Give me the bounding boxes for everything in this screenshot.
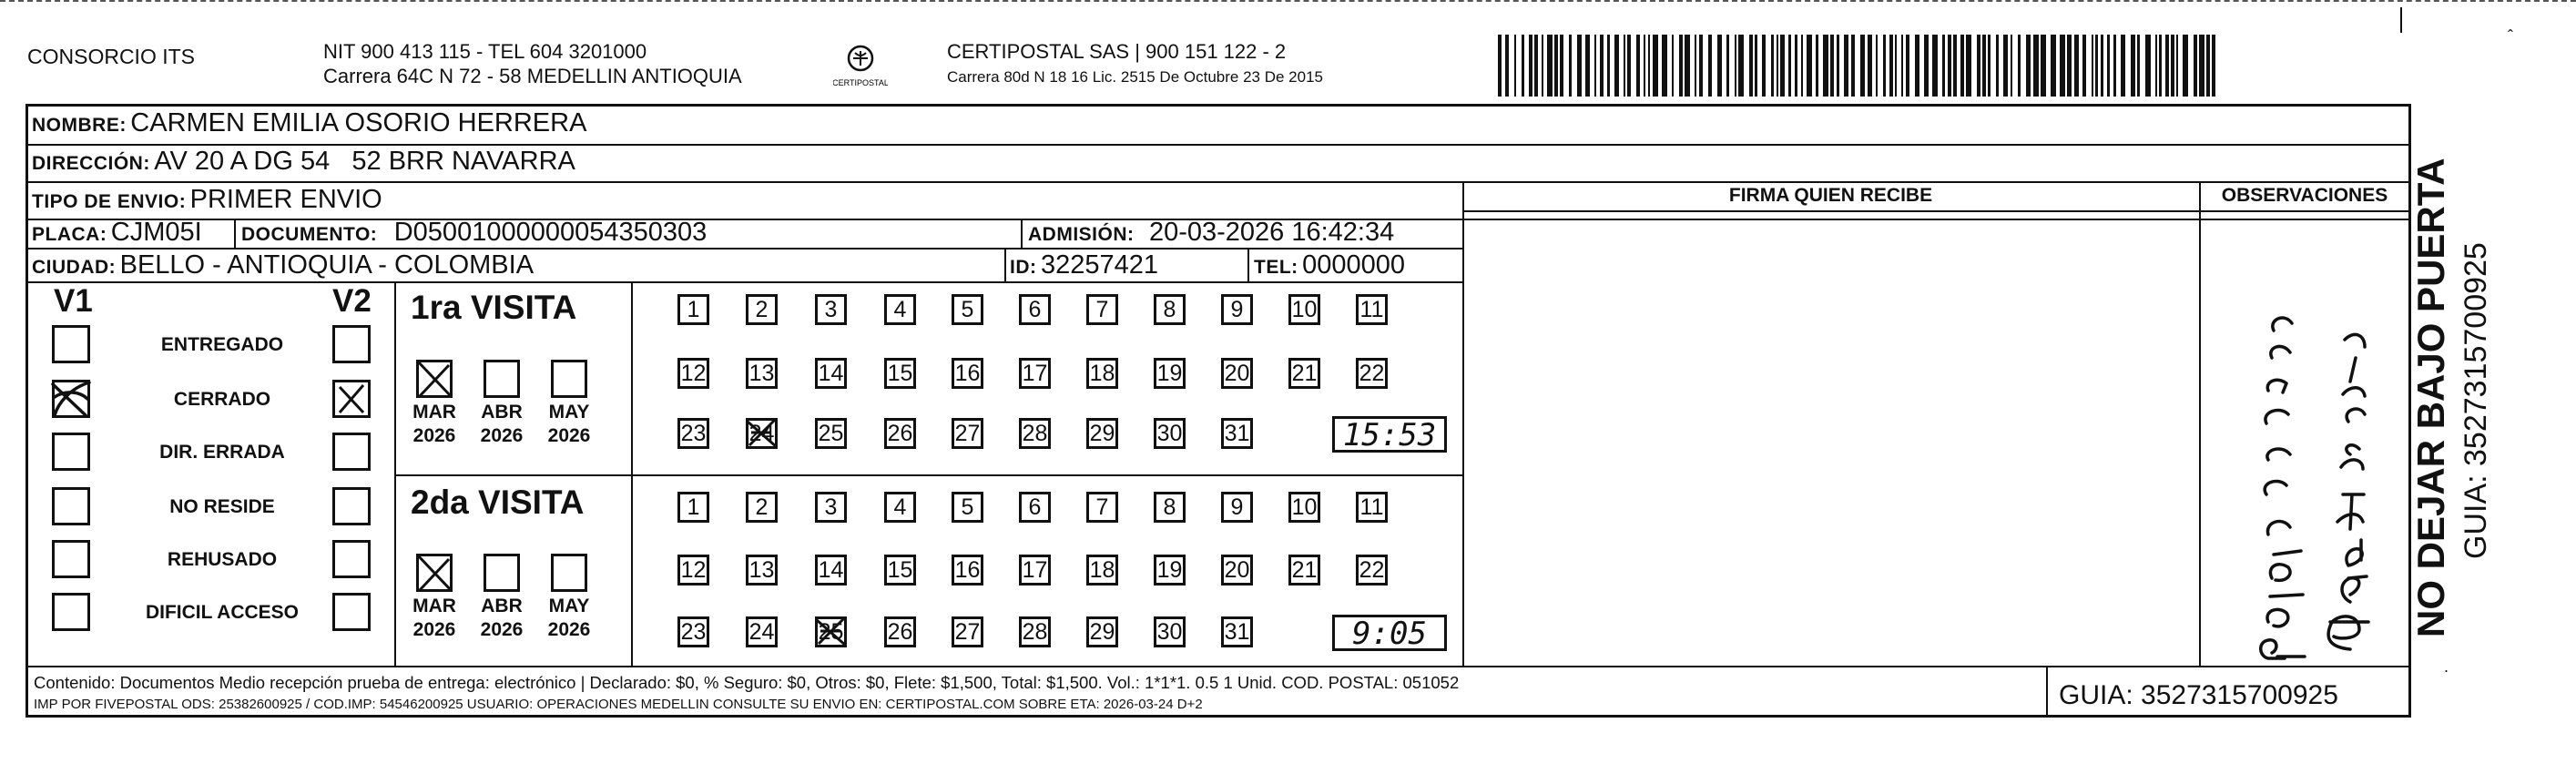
time-value: 9:05	[1352, 616, 1427, 652]
barcode-bar	[1948, 35, 1951, 97]
day-box[interactable]: 10	[1288, 492, 1320, 523]
id-value: 32257421	[1040, 250, 1158, 280]
barcode-bar	[1529, 35, 1532, 97]
day-box[interactable]: 3	[815, 294, 847, 325]
barcode-bar	[2206, 35, 2210, 97]
id-label: ID:	[1010, 257, 1037, 278]
day-box[interactable]: 12	[677, 555, 709, 586]
barcode-bar	[1966, 35, 1971, 97]
barcode-bar	[2051, 35, 2056, 97]
time-box[interactable]	[1332, 615, 1447, 651]
month-checkbox[interactable]	[416, 554, 453, 592]
barcode-bar	[1801, 35, 1803, 97]
ciudad-value: BELLO - ANTIOQUIA - COLOMBIA	[119, 250, 535, 280]
day-box[interactable]: 6	[1019, 492, 1051, 523]
barcode-bar	[2199, 35, 2204, 97]
carrier-address: Carrera 80d N 18 16 Lic. 2515 De Octubre 23 De 2015	[947, 68, 1323, 86]
day-box[interactable]: 19	[1154, 555, 1186, 586]
barcode-bar	[1614, 35, 1619, 97]
month-year: 2026	[547, 425, 591, 446]
barcode-bar	[1883, 35, 1886, 97]
barcode-bar	[2159, 35, 2162, 97]
barcode-bar	[1982, 35, 1986, 97]
side-warning: NO DEJAR BAJO PUERTA	[2409, 158, 2452, 637]
barcode-bar	[1807, 35, 1812, 97]
barcode-bar	[1932, 35, 1938, 97]
barcode-bar	[1837, 35, 1839, 97]
barcode-bar	[1953, 35, 1957, 97]
visita-2-title: 2da VISITA	[411, 484, 585, 521]
barcode-bar	[2074, 35, 2079, 97]
barcode	[1498, 35, 2217, 97]
day-box[interactable]: 11	[1356, 294, 1388, 325]
barcode-bar	[1830, 35, 1834, 97]
day-box[interactable]: 27	[952, 616, 983, 647]
nit-line: NIT 900 413 115 - TEL 604 3201000	[323, 40, 647, 63]
barcode-bar	[1924, 35, 1929, 97]
barcode-bar	[1823, 35, 1828, 97]
barcode-bar	[1777, 35, 1778, 97]
time-value: 15:53	[1342, 417, 1437, 453]
barcode-bar	[1795, 35, 1797, 97]
scan-artifact: ˆ	[2508, 27, 2513, 46]
barcode-bar	[2155, 35, 2157, 97]
nombre-row	[32, 108, 586, 138]
documento-label: DOCUMENTO:	[241, 224, 378, 245]
month-checkbox[interactable]	[484, 360, 520, 398]
day-box[interactable]: 26	[884, 418, 916, 449]
day-box[interactable]: 8	[1154, 492, 1186, 523]
documento-field	[241, 218, 707, 248]
month-checkbox[interactable]	[416, 360, 453, 398]
tel-field	[1254, 250, 1405, 280]
barcode-bar	[1653, 35, 1658, 97]
barcode-bar	[1735, 35, 1736, 97]
barcode-bar	[1755, 35, 1757, 97]
barcode-bar	[1771, 35, 1774, 97]
barcode-bar	[2176, 35, 2178, 97]
handwritten-observation	[2214, 221, 2405, 663]
barcode-bar	[1816, 35, 1818, 97]
day-box[interactable]: 13	[746, 555, 778, 586]
day-box[interactable]: 12	[677, 358, 709, 389]
observaciones-header: OBSERVACIONES	[2221, 185, 2388, 206]
day-box[interactable]: 15	[884, 358, 916, 389]
barcode-bar	[1851, 35, 1855, 97]
barcode-bar	[1695, 35, 1696, 97]
barcode-bar	[1514, 35, 1516, 97]
day-box[interactable]: 31	[1221, 418, 1253, 449]
month-checkbox[interactable]	[551, 554, 587, 592]
barcode-bar	[1889, 35, 1893, 97]
scan-edge	[0, 0, 2576, 4]
admision-value: 20-03-2026 16:42:34	[1148, 218, 1395, 247]
month-label: MAR	[412, 596, 456, 616]
day-box[interactable]: 24	[746, 418, 778, 449]
barcode-bar	[2165, 35, 2169, 97]
barcode-bar	[2107, 35, 2110, 97]
barcode-bar	[2171, 35, 2174, 97]
month-label: ABR	[481, 596, 523, 616]
carrier-line: CERTIPOSTAL SAS | 900 151 122 - 2	[947, 40, 1287, 63]
status-v1-checkbox[interactable]	[52, 380, 90, 418]
day-box[interactable]: 24	[746, 616, 778, 647]
barcode-bar	[2026, 35, 2031, 97]
barcode-bar	[2018, 35, 2021, 97]
barcode-bar	[1627, 35, 1631, 97]
status-v2-checkbox[interactable]	[332, 433, 371, 471]
barcode-bar	[2011, 35, 2012, 97]
nombre-label: NOMBRE:	[32, 115, 127, 136]
barcode-bar	[1685, 35, 1690, 97]
day-box[interactable]: 13	[746, 358, 778, 389]
documento-value: D05001000000054350303	[393, 218, 708, 247]
barcode-bar	[1554, 35, 1558, 97]
barcode-bar	[1624, 35, 1625, 97]
day-box[interactable]: 7	[1086, 492, 1118, 523]
barcode-bar	[1738, 35, 1744, 97]
month-year: 2026	[480, 425, 524, 446]
status-v2-checkbox[interactable]	[332, 593, 371, 631]
day-box[interactable]: 9	[1221, 294, 1253, 325]
day-box[interactable]: 1	[677, 294, 709, 325]
barcode-bar	[2113, 35, 2116, 97]
day-box[interactable]: 29	[1086, 418, 1118, 449]
barcode-bar	[1996, 35, 1999, 97]
day-box[interactable]: 16	[952, 358, 983, 389]
barcode-bar	[1534, 35, 1538, 97]
day-box[interactable]: 25	[815, 616, 847, 647]
barcode-bar	[1780, 35, 1785, 97]
status-v2-checkbox[interactable]	[332, 487, 371, 525]
placa-label: PLACA:	[32, 224, 107, 245]
status-label: CERRADO	[173, 389, 271, 410]
v1-header: V1	[54, 283, 93, 319]
tel-value: 0000000	[1302, 250, 1406, 280]
time-box[interactable]	[1332, 416, 1447, 453]
barcode-bar	[2082, 35, 2086, 97]
footer-line-1: Contenido: Documentos Medio recepción prueba de entrega: electrónico | Declarado: $0, % Seguro: $0, Otros: $0, Flete: $1,500, Total: $1,500. Vol.: 1*1*1. 0.5 1 Unid. COD. POSTAL: 051052	[34, 673, 1460, 692]
barcode-bar	[1594, 35, 1596, 97]
admision-label: ADMISIÓN:	[1028, 224, 1135, 245]
day-box[interactable]: 26	[884, 616, 916, 647]
day-box[interactable]: 18	[1086, 358, 1118, 389]
barcode-bar	[1876, 35, 1878, 97]
footer-guia: GUIA: 3527315700925	[2059, 680, 2338, 710]
status-v1-checkbox[interactable]	[52, 433, 90, 471]
day-box[interactable]: 17	[1019, 555, 1051, 586]
day-box[interactable]: 4	[884, 294, 916, 325]
barcode-bar	[1749, 35, 1753, 97]
day-box[interactable]: 28	[1019, 616, 1051, 647]
direccion-row	[32, 147, 575, 177]
day-box[interactable]: 22	[1356, 555, 1388, 586]
direccion-value: AV 20 A DG 54 52 BRR NAVARRA	[154, 147, 575, 176]
barcode-bar	[1868, 35, 1872, 97]
day-box[interactable]: 11	[1356, 492, 1388, 523]
scan-mark	[2400, 7, 2402, 33]
day-box[interactable]: 30	[1154, 418, 1186, 449]
month-label: MAY	[548, 402, 590, 423]
firma-header: FIRMA QUIEN RECIBE	[1728, 185, 1933, 206]
barcode-bar	[1915, 35, 1919, 97]
day-box[interactable]: 21	[1288, 555, 1320, 586]
day-box[interactable]: 5	[952, 294, 983, 325]
barcode-bar	[1906, 35, 1909, 97]
barcode-bar	[1672, 35, 1674, 97]
barcode-bar	[2194, 35, 2197, 97]
barcode-bar	[1577, 35, 1582, 97]
v2-check-mark	[332, 380, 371, 418]
day-box[interactable]: 2	[746, 492, 778, 523]
barcode-bar	[1662, 35, 1667, 97]
barcode-bar	[2067, 35, 2072, 97]
day-box[interactable]: 28	[1019, 418, 1051, 449]
month-label: MAY	[548, 596, 590, 616]
barcode-bar	[1522, 35, 1524, 97]
month-year: 2026	[547, 619, 591, 640]
barcode-bar	[2092, 35, 2093, 97]
barcode-bar	[1542, 35, 1543, 97]
placa-value: CJM05I	[110, 218, 202, 247]
ciudad-field	[32, 250, 534, 280]
barcode-bar	[1942, 35, 1945, 97]
day-box[interactable]: 27	[952, 418, 983, 449]
address-line: Carrera 64C N 72 - 58 MEDELLIN ANTIOQUIA	[323, 65, 742, 87]
barcode-bar	[1860, 35, 1865, 97]
day-box[interactable]: 8	[1154, 294, 1186, 325]
side-guia: GUIA: 3527315700925	[2459, 242, 2493, 559]
barcode-bar	[1560, 35, 1563, 97]
day-box[interactable]: 14	[815, 555, 847, 586]
tel-label: TEL:	[1254, 257, 1298, 278]
placa-field	[32, 218, 202, 248]
day-box[interactable]: 14	[815, 358, 847, 389]
month-year: 2026	[412, 619, 456, 640]
status-v1-checkbox[interactable]	[52, 540, 90, 578]
ciudad-label: CIUDAD:	[32, 257, 117, 278]
barcode-bar	[1648, 35, 1650, 97]
barcode-bar	[1977, 35, 1980, 97]
barcode-bar	[2033, 35, 2039, 97]
admision-field	[1028, 218, 1394, 248]
barcode-bar	[1788, 35, 1791, 97]
month-label: ABR	[481, 402, 523, 423]
month-year: 2026	[480, 619, 524, 640]
month-year: 2026	[412, 425, 456, 446]
barcode-bar	[2095, 35, 2098, 97]
day-box[interactable]: 10	[1288, 294, 1320, 325]
barcode-bar	[1644, 35, 1645, 97]
status-v1-checkbox[interactable]	[52, 593, 90, 631]
day-box[interactable]: 7	[1086, 294, 1118, 325]
barcode-bar	[2137, 35, 2140, 97]
visita-1-title: 1ra VISITA	[411, 289, 577, 326]
company-name: CONSORCIO ITS	[27, 45, 196, 68]
barcode-bar	[1600, 35, 1604, 97]
v1-check-mark	[49, 375, 93, 419]
status-v2-checkbox[interactable]	[332, 540, 371, 578]
v2-header: V2	[332, 283, 372, 319]
direccion-label: DIRECCIÓN:	[32, 153, 150, 174]
day-box[interactable]: 1	[677, 492, 709, 523]
certipostal-logo	[833, 40, 888, 93]
day-box[interactable]: 6	[1019, 294, 1051, 325]
status-label: DIFICIL ACCESO	[145, 602, 299, 623]
barcode-bar	[1960, 35, 1964, 97]
barcode-bar	[1988, 35, 1991, 97]
day-box[interactable]: 15	[884, 555, 916, 586]
status-label: DIR. ERRADA	[159, 442, 285, 463]
barcode-bar	[1569, 35, 1572, 97]
day-box[interactable]: 29	[1086, 616, 1118, 647]
scan-artifact-dot: .	[2444, 657, 2449, 676]
month-check-mark	[416, 360, 453, 398]
day-box[interactable]: 31	[1221, 616, 1253, 647]
day-box[interactable]: 9	[1221, 492, 1253, 523]
barcode-bar	[2121, 35, 2125, 97]
barcode-bar	[1547, 35, 1553, 97]
day-box[interactable]: 4	[884, 492, 916, 523]
nombre-value: CARMEN EMILIA OSORIO HERRERA	[130, 108, 587, 137]
day-box[interactable]: 30	[1154, 616, 1186, 647]
day-box[interactable]: 5	[952, 492, 983, 523]
barcode-bar	[2183, 35, 2188, 97]
barcode-bar	[1607, 35, 1610, 97]
day-box[interactable]: 20	[1221, 555, 1253, 586]
barcode-bar	[1679, 35, 1683, 97]
delivery-form	[25, 104, 2411, 718]
barcode-bar	[1717, 35, 1722, 97]
day-box[interactable]: 21	[1288, 358, 1320, 389]
barcode-bar	[1895, 35, 1897, 97]
status-v2-checkbox[interactable]	[332, 325, 371, 363]
month-checkbox[interactable]	[484, 554, 520, 592]
day-box[interactable]: 16	[952, 555, 983, 586]
logo-lettering: CERTIPOSTAL	[833, 78, 888, 87]
status-label: REHUSADO	[167, 549, 278, 570]
barcode-bar	[2145, 35, 2151, 97]
month-check-mark	[416, 554, 453, 592]
barcode-bar	[1708, 35, 1712, 97]
barcode-bar	[1699, 35, 1703, 97]
barcode-bar	[2131, 35, 2135, 97]
status-label: ENTREGADO	[160, 334, 284, 355]
barcode-bar	[1636, 35, 1640, 97]
day-box[interactable]: 19	[1154, 358, 1186, 389]
barcode-bar	[2041, 35, 2046, 97]
day-box[interactable]: 17	[1019, 358, 1051, 389]
day-box[interactable]: 2	[746, 294, 778, 325]
barcode-bar	[1762, 35, 1766, 97]
day-box[interactable]: 22	[1356, 358, 1388, 389]
barcode-bar	[1498, 35, 1502, 97]
day-box[interactable]: 3	[815, 492, 847, 523]
barcode-bar	[2060, 35, 2065, 97]
day-box[interactable]: 20	[1221, 358, 1253, 389]
tipo-label: TIPO DE ENVIO:	[32, 191, 187, 212]
barcode-bar	[1505, 35, 1509, 97]
day-box[interactable]: 23	[677, 616, 709, 647]
status-label: NO RESIDE	[169, 496, 275, 517]
day-box[interactable]: 18	[1086, 555, 1118, 586]
day-box[interactable]: 25	[815, 418, 847, 449]
day-box[interactable]: 23	[677, 418, 709, 449]
barcode-bar	[2212, 35, 2215, 97]
tipo-row	[32, 185, 382, 215]
tipo-value: PRIMER ENVIO	[189, 185, 382, 214]
barcode-bar	[1901, 35, 1903, 97]
barcode-bar	[1585, 35, 1590, 97]
barcode-bar	[2003, 35, 2008, 97]
status-v2-checkbox[interactable]	[332, 380, 371, 418]
id-field	[1010, 250, 1158, 280]
barcode-bar	[1726, 35, 1729, 97]
barcode-bar	[1844, 35, 1848, 97]
status-v1-checkbox[interactable]	[52, 487, 90, 525]
status-v1-checkbox[interactable]	[52, 325, 90, 363]
footer-line-2: IMP POR FIVEPOSTAL ODS: 25382600925 / COD.IMP: 54546200925 USUARIO: OPERACIONES MEDELLIN CONSULTE SU ENVIO EN: CERTIPOSTAL.COM SOBRE ETA: 2026-03-24 D+2	[34, 697, 1203, 712]
month-label: MAR	[412, 402, 456, 423]
month-checkbox[interactable]	[551, 360, 587, 398]
barcode-bar	[2101, 35, 2103, 97]
